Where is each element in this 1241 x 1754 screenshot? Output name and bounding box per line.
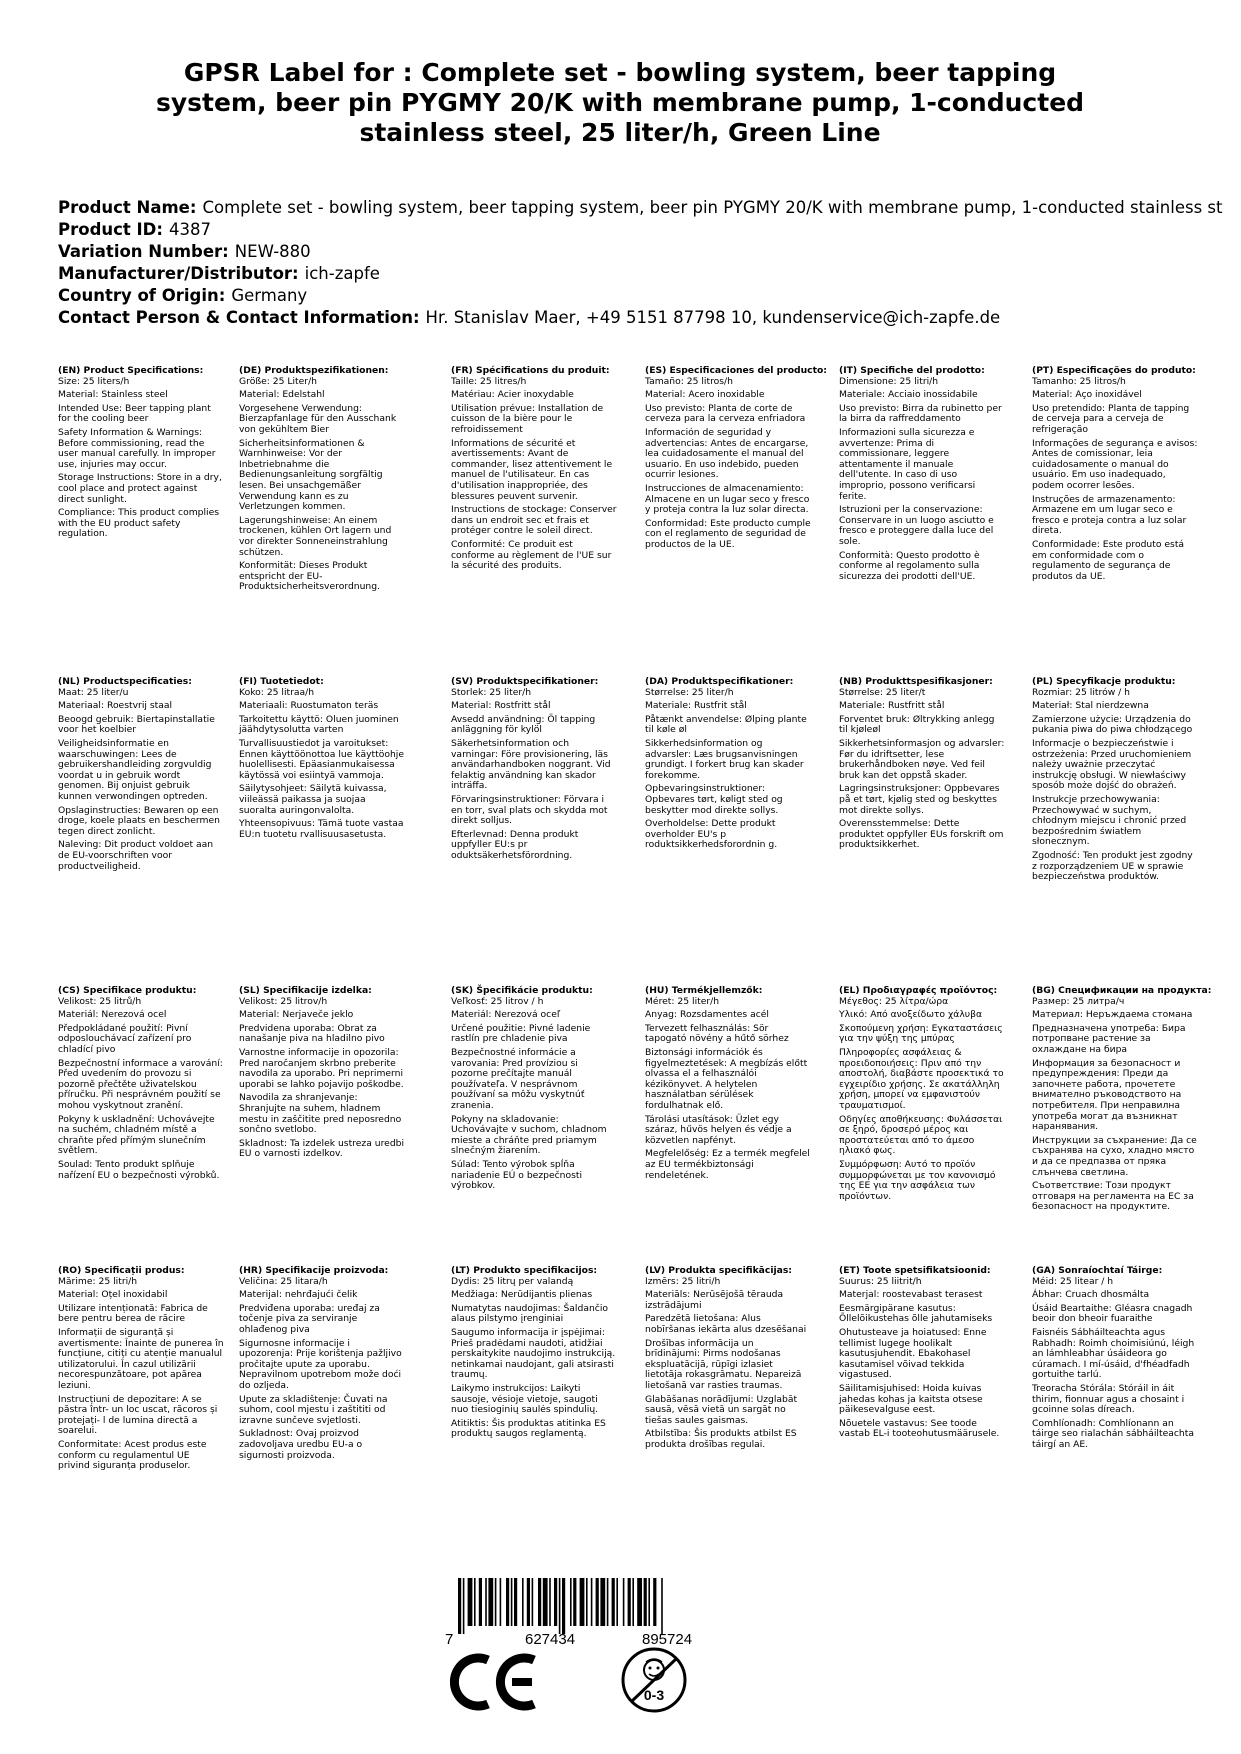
- spec-field: Informații de siguranță și avertismente: Înainte de punerea în funcțiune, citiți cu atenție manualul utilizatorului. În cazul utilizării necorespunzătoare, pot apărea leziuni.: [58, 1326, 224, 1391]
- spec-field: Информация за безопасност и предупреждения: Преди да започнете работа, прочетете внимателно ръководството на потребителя. При неправилна употреба могат да възникнат наранявания.: [1032, 1057, 1182, 1133]
- barcode-bar: [644, 1578, 647, 1626]
- spec-field: Tervezett felhasználás: Sör tapogató növény a hűtő sörhez: [645, 1022, 789, 1045]
- spec-field: Overholdelse: Dette produkt overholder EU's p roduktsikkerhedsforordnin g.: [645, 818, 778, 851]
- spec-field: Eesmärgipärane kasutus: Õllelõikustehas õlle jahutamiseks: [839, 1302, 993, 1325]
- spec-field: Drošības informācija un brīdinājumi: Pirms nodošanas ekspluatācijā, rūpīgi izlasiet lietotāja rokasgrāmatu. Nepareizā lietošanā var rasties traumas.: [645, 1337, 802, 1391]
- page-title: [110, 58, 1130, 148]
- spec-field: Faisnéis Sábháilteachta agus Rabhadh: Roimh choimisiúnú, léigh an lámhleabhar úsáideora go cúramach. I mí-úsáid, d'fhéadfadh gortuithe tarlú.: [1032, 1326, 1195, 1381]
- spec-field: Určené použitie: Pivné ladenie rastlín pre chladenie piva: [451, 1022, 591, 1045]
- barcode-bar: [596, 1578, 599, 1626]
- barcode-bar: [591, 1578, 593, 1626]
- spec-field: Tárolási utasítások: Üzlet egy száraz, hűvös helyen és védje a közvetlen napfényt.: [645, 1113, 792, 1146]
- spec-field: Konformität: Dieses Produkt entspricht der EU-Produktsicherheitsverordnung.: [239, 560, 381, 593]
- barcode-bar: [468, 1578, 473, 1626]
- barcode-bar: [586, 1578, 588, 1626]
- spec-heading: (EL) Προδιαγραφές προϊόντος:: [839, 985, 998, 996]
- barcode-bar: [495, 1578, 497, 1626]
- spec-field: Méid: 25 litear / h: [1032, 1275, 1114, 1287]
- spec-field: Materiaal: Roestvrij staal: [58, 700, 173, 712]
- spec-field: Numatytas naudojimas: Šaldančio alaus pilstymo įrenginiai: [451, 1302, 608, 1325]
- spec-field: Súlad: Tento výrobok spĺňa nariadenie EÚ o bezpečnosti výrobkov.: [451, 1158, 583, 1192]
- spec-field: Soulad: Tento produkt splňuje nařízení EU o bezpečnosti výrobků.: [58, 1158, 220, 1181]
- barcode-bar: [562, 1578, 565, 1634]
- spec-heading: (PL) Specyfikacje produktu:: [1032, 676, 1176, 687]
- spec-field: Размер: 25 литра/ч: [1032, 995, 1125, 1007]
- meta-label: Manufacturer/Distributor:: [58, 264, 299, 283]
- spec-field: Treoracha Stórála: Stóráil in áit thirim, fionnuar agus a chosaint i gcoinne solas díreach.: [1032, 1382, 1185, 1416]
- barcode-bar: [479, 1578, 482, 1626]
- meta-value: Hr. Stanislav Maer, +49 5151 87798 10, kundenservice@ich-zapfe.de: [425, 308, 1001, 327]
- spec-field: Dydis: 25 litrų per valandą: [451, 1275, 574, 1287]
- spec-field: Συμμόρφωση: Αυτό το προϊόν συμμορφώνεται με τον κανονισμό της ΕΕ για την ασφάλεια των προϊόντων.: [839, 1158, 996, 1202]
- spec-field: Navodila za shranjevanje: Shranjujte na suhem, hladnem mestu in zaščitite pred neposredno sončno svetlobo.: [239, 1092, 402, 1136]
- spec-heading: (CS) Specifikace produktu:: [58, 985, 197, 996]
- spec-field: Upute za skladištenje: Čuvati na suhom, cool mjestu i zaštititi od izravne sunčeve svjetlosti.: [239, 1393, 388, 1426]
- barcode-bar: [637, 1578, 642, 1626]
- spec-field: Medžiaga: Nerūdijantis plienas: [451, 1289, 593, 1301]
- spec-block: [451, 986, 617, 1195]
- spec-field: Instruções de armazenamento: Armazene em um lugar seco e fresco e proteja contra a luz solar direta.: [1032, 493, 1187, 537]
- spec-field: Ábhar: Cruach dhosmálta: [1032, 1289, 1150, 1301]
- barcode-bar: [570, 1578, 572, 1626]
- title-line: system, beer pin PYGMY 20/K with membrane pump, 1-conducted: [155, 88, 1085, 117]
- spec-field: Nõuetele vastavus: See toode vastab EL-i tooteohutusmäärusele.: [839, 1417, 1000, 1440]
- spec-field: Material: Nerjaveče jeklo: [239, 1009, 354, 1021]
- spec-field: Veľkosť: 25 litrov / h: [451, 995, 544, 1007]
- spec-heading: (SV) Produktspecifikationer:: [451, 676, 599, 687]
- spec-heading: (SK) Špecifikácie produktu:: [451, 985, 593, 996]
- spec-field: Información de seguridad y advertencias: Antes de encargarse, lea cuidadosamente el manual del usuario. En uso indebido, pueden ocurrir lesiones.: [645, 426, 809, 481]
- spec-field: Lagerungshinweise: An einem trockenen, kühlen Ort lagern und vor direkter Sonneneinstrahlung schützen.: [239, 514, 392, 558]
- barcode-bar: [474, 1578, 476, 1626]
- barcode-digits: 7: [445, 1631, 454, 1648]
- spec-field: Uso previsto: Birra da rubinetto per la birra da raffreddamento: [839, 402, 1002, 425]
- spec-field: Velikost: 25 litrov/h: [239, 995, 328, 1007]
- spec-field: Инструкции за съхранение: Да се съхранява на сухо, хладно място и да се предпазва от пряка слънчева светлина.: [1032, 1134, 1197, 1178]
- spec-field: Größe: 25 Liter/h: [239, 375, 318, 387]
- barcode-bar: [538, 1578, 541, 1626]
- spec-field: Tamaño: 25 litros/h: [645, 375, 733, 387]
- spec-heading: (FR) Spécifications du produit:: [451, 365, 610, 376]
- spec-block: [645, 1266, 811, 1454]
- barcode-bar: [514, 1578, 517, 1626]
- spec-field: Tamanho: 25 litros/h: [1032, 375, 1126, 387]
- spec-heading: (IT) Specifiche del prodotto:: [839, 365, 985, 376]
- spec-field: Materjal: roostevabast terasest: [839, 1289, 983, 1301]
- spec-heading: (HR) Specifikacije proizvoda:: [239, 1265, 389, 1276]
- barcode-bar: [616, 1578, 618, 1626]
- spec-field: Πληροφορίες ασφάλειας & προειδοποιήσεις: Πριν από την αποστολή, διαβάστε προσεκτικά το εγχειρίδιο χρήσης. Σε ακατάλληλη χρήση, μπορεί να εμφανιστούν τραυματισμοί.: [839, 1046, 1004, 1111]
- meta-label: Product ID:: [58, 220, 163, 239]
- spec-field: Saugumo informacija ir įspėjimai: Prieš pradėdami naudoti, atidžiai perskaitykite naudojimo instrukciją. netinkamai naudojant, gali atsirasti traumų.: [451, 1326, 616, 1381]
- ean-barcode: [440, 1576, 740, 1648]
- spec-field: Overensstemmelse: Dette produktet oppfyller EUs forskrift om produktsikkerhet.: [839, 818, 1004, 851]
- age-0-3-warning-icon: [620, 1646, 688, 1718]
- spec-field: Opbevaringsinstruktioner: Opbevares tørt, køligt sted og beskytter mod direkte sollys.: [645, 783, 783, 816]
- spec-field: Lagringsinstruksjoner: Oppbevares på et tørt, kjølig sted og beskyttes mot direkte sollys.: [839, 783, 1000, 816]
- spec-field: Izmērs: 25 litri/h: [645, 1275, 721, 1287]
- spec-field: Efterlevnad: Denna produkt uppfyller EU:s pr oduktsäkerhetsförordning.: [451, 828, 579, 861]
- spec-field: Предназначена употреба: Бира потропване растение за охлаждане на бира: [1032, 1022, 1186, 1055]
- spec-heading: (BG) Спецификации на продукта:: [1032, 985, 1212, 996]
- spec-field: Varnostne informacije in opozorila: Pred naročanjem skrbno preberite navodila za uporabo. Pri neprimerni uporabi se lahko pojavijo poškodbe.: [239, 1046, 404, 1090]
- spec-block: [239, 986, 405, 1163]
- spec-field: Materiale: Rustfritt stål: [839, 700, 945, 712]
- barcode-bar: [543, 1578, 548, 1626]
- spec-field: Taille: 25 litres/h: [451, 375, 527, 387]
- barcode-bar: [612, 1578, 615, 1626]
- spec-block: [451, 677, 617, 865]
- spec-field: Instrucciones de almacenamiento: Almacene en un lugar seco y fresco y proteja contra la luz solar directa.: [645, 482, 810, 516]
- spec-field: Atbilstība: Šis produkts atbilst ES produkta drošības regulai.: [645, 1428, 797, 1450]
- spec-block: [839, 986, 1005, 1205]
- spec-field: Säilitamisjuhised: Hoida kuivas jahedas kohas ja kaitsta otsese päikesevalguse eest.: [839, 1382, 983, 1416]
- spec-block: [58, 1266, 224, 1475]
- spec-field: Pokyny k uskladnění: Uchovávejte na suchém, chladném místě a chraňte před přímým slunečním světlem.: [58, 1113, 215, 1157]
- barcode-bar: [511, 1578, 513, 1626]
- spec-block: [839, 366, 1005, 585]
- spec-heading: (ES) Especificaciones del producto:: [645, 365, 827, 376]
- ce-mark-icon: [450, 1652, 538, 1716]
- barcode-bar: [527, 1578, 530, 1626]
- spec-field: Υλικό: Από ανοξείδωτο χάλυβα: [839, 1009, 982, 1021]
- meta-label: Contact Person & Contact Information:: [58, 308, 420, 327]
- spec-field: Avsedd användning: Öl tapping anläggning för kylöl: [451, 713, 596, 736]
- barcode-bar: [522, 1578, 524, 1626]
- spec-field: Materijal: nehrđajući čelik: [239, 1289, 358, 1301]
- spec-heading: (HU) Termékjellemzők:: [645, 985, 763, 996]
- spec-field: Informazioni sulla sicurezza e avvertenze: Prima di commissionare, leggere attentamente il manuale dell'utente. In caso di uso improprio, possono verificarsi ferite.: [839, 426, 976, 502]
- spec-field: Forventet bruk: Øltrykking anlegg til kjøleøl: [839, 713, 995, 736]
- spec-heading: (FI) Tuotetiedot:: [239, 676, 324, 687]
- spec-field: Anyag: Rozsdamentes acél: [645, 1009, 769, 1021]
- spec-field: Suurus: 25 liitrit/h: [839, 1275, 922, 1287]
- spec-field: Conformidade: Este produto está em conformidade com o regulamento de segurança de produtos da UE.: [1032, 538, 1185, 582]
- product-meta: [58, 197, 1238, 329]
- meta-label: Country of Origin:: [58, 286, 226, 305]
- meta-row: [58, 307, 1238, 329]
- barcode-bar: [458, 1578, 461, 1634]
- spec-field: Biztonsági információk és figyelmeztetések: A megbízás előtt olvassa el a felhasználói kézikönyvet. A helytelen használatban sérülések fordulhatnak elő.: [645, 1046, 808, 1111]
- spec-field: Σκοπούμενη χρήση: Εγκαταστάσεις για την ψύξη της μπύρας: [839, 1022, 1003, 1045]
- spec-field: Predvidena uporaba: Obrat za nanašanje piva na hladilno pivo: [239, 1022, 385, 1045]
- barcode-bar: [554, 1578, 557, 1626]
- spec-field: Conformité: Ce produit est conforme au règlement de l'UE sur la sécurité des produits.: [451, 538, 612, 572]
- spec-field: Comhlíonadh: Comhlíonann an táirge seo rialachán sábháilteachta táirgí an AE.: [1032, 1417, 1194, 1450]
- spec-block: [451, 1266, 617, 1443]
- spec-block: [645, 365, 827, 554]
- spec-field: Skladnost: Ta izdelek ustreza uredbi EU o varnosti izdelkov.: [239, 1137, 405, 1160]
- spec-field: Bezpečnostní informace a varování: Před uvedením do provozu si pozorně přečtěte uživatelskou příručku. Při nesprávném použití se mohou vyskytnout zranění.: [58, 1057, 223, 1111]
- meta-row: [58, 263, 1238, 285]
- spec-field: Compliance: This product complies with the EU product safety regulation.: [58, 507, 220, 540]
- spec-heading: (DA) Produktspecifikationer:: [645, 676, 794, 687]
- spec-field: Materiāls: Nerūsējošā tērauda izstrādājumi: [645, 1289, 784, 1311]
- spec-heading: (SL) Specifikacije izdelka:: [239, 985, 372, 996]
- spec-field: Uso previsto: Planta de corte de cerveza para la cerveza enfriadora: [645, 402, 806, 425]
- spec-field: Materiál: Nerezová oceľ: [451, 1009, 561, 1021]
- spec-field: Størrelse: 25 liter/h: [645, 686, 734, 698]
- spec-field: Sicherheitsinformationen & Warnhinweise: Vor der Inbetriebnahme die Bedienungsanleitung sorgfältig lesen. Bei unsachgemäßer Verwendung kann es zu Verletzungen kommen.: [239, 437, 383, 513]
- spec-field: Mărime: 25 litri/h: [58, 1275, 138, 1287]
- spec-field: Tarkoitettu käyttö: Oluen juominen jäähdytysolutta varten: [239, 713, 399, 736]
- spec-heading: (ET) Toote spetsifikatsioonid:: [839, 1265, 991, 1276]
- spec-field: Matériau: Acier inoxydable: [451, 389, 574, 401]
- meta-value: Germany: [231, 286, 308, 305]
- meta-label: Product Name:: [58, 198, 197, 217]
- spec-field: Turvallisuustiedot ja varoitukset: Ennen käyttöönottoa lue käyttöohje huolellisesti. Epäasianmukaisessa käytössä voi esiintyä vammoja.: [239, 737, 404, 781]
- spec-heading: (EN) Product Specifications:: [58, 365, 204, 376]
- barcode-bar: [648, 1578, 650, 1626]
- spec-field: Veličina: 25 litara/h: [239, 1275, 328, 1287]
- spec-field: Instrukcje przechowywania: Przechowywać w suchym, chłodnym miejscu i chronić przed bezpośrednim światłem słonecznym.: [1032, 793, 1187, 848]
- barcode-bar: [607, 1578, 609, 1626]
- spec-field: Materiale: Rustfrit stål: [645, 700, 747, 712]
- spec-field: Predviđena uporaba: uređaj za točenje piva za serviranje ohlađenog piva: [239, 1302, 380, 1335]
- spec-heading: (NL) Productspecificaties:: [58, 676, 192, 687]
- spec-field: Material: Edelstahl: [239, 389, 325, 401]
- spec-field: Conformitate: Acest produs este conform cu regulamentul UE privind siguranța produselor.: [58, 1438, 207, 1472]
- meta-value: Complete set - bowling system, beer tapping system, beer pin PYGMY 20/K with membrane pump, 1-conducted stainless st: [202, 198, 1223, 217]
- spec-field: Påtænkt anvendelse: Ølping plante til køle øl: [645, 713, 807, 736]
- spec-block: [1032, 677, 1198, 886]
- meta-row: [58, 197, 1238, 219]
- spec-field: Rozmiar: 25 litrów / h: [1032, 686, 1130, 698]
- spec-field: Materiaali: Ruostumaton teräs: [239, 700, 379, 712]
- barcode-bar: [506, 1578, 509, 1626]
- spec-field: Instrucțiuni de depozitare: A se păstra într- un loc uscat, răcoros și protejați- l de lumina directă a soarelui.: [58, 1393, 218, 1437]
- spec-field: Opslaginstructies: Bewaren op een droge, koele plaats en beschermen tegen direct zonlicht.: [58, 804, 220, 837]
- spec-field: Dimensione: 25 litri/h: [839, 375, 939, 387]
- meta-value: NEW-880: [234, 242, 311, 261]
- spec-field: Materiał: Stal nierdzewna: [1032, 700, 1149, 712]
- spec-field: Paredzētā lietošana: Alus nobīršanas iekārta alus dzesēšanai: [645, 1313, 807, 1335]
- barcode-bar: [488, 1578, 493, 1626]
- barcode-bar: [600, 1578, 605, 1626]
- spec-heading: (LT) Produkto specifikacijos:: [451, 1265, 598, 1276]
- spec-block: [1032, 985, 1212, 1216]
- spec-field: Úsáid Beartaithe: Gléasra cnagadh beoir don bheoir fuaraithe: [1032, 1302, 1193, 1325]
- spec-field: Zamierzone użycie: Urządzenia do pukania piwa do piwa chłodzącego: [1032, 713, 1193, 736]
- spec-field: Pokyny na skladovanie: Uchovávajte v suchom, chladnom mieste a chráňte pred priamym slnečným žiarením.: [451, 1113, 607, 1157]
- spec-field: Atitiktis: Šis produktas atitinka ES produktų saugos reglamentą.: [451, 1417, 606, 1440]
- spec-field: Съответствие: Този продукт отговаря на регламента на ЕС за безопасност на продуктите.: [1032, 1180, 1194, 1213]
- spec-field: Ohutusteave ja hoiatused: Enne tellimist lugege hoolikalt kasutusjuhendit. Ebakohasel kasutamisel võivad tekkida vigastused.: [839, 1326, 987, 1381]
- barcode-bar: [661, 1578, 663, 1634]
- spec-field: Koko: 25 litraa/h: [239, 686, 315, 698]
- spec-field: Material: Acero inoxidable: [645, 389, 765, 401]
- spec-field: Safety Information & Warnings: Before commissioning, read the user manual carefully. In improper use, injuries may occur.: [58, 426, 216, 470]
- spec-field: Material: Oțel inoxidabil: [58, 1289, 168, 1301]
- spec-block: [58, 986, 224, 1184]
- spec-field: Veiligheidsinformatie en waarschuwingen: Lees de gebruikershandleiding zorgvuldig voordat u in gebruik wordt genomen. Bij onjuist gebruik kunnen verwondingen optreden.: [58, 737, 212, 802]
- spec-field: Vorgesehene Verwendung: Bierzapfanlage für den Ausschank von gekühltem Bier: [239, 402, 397, 435]
- spec-field: Säilytysohjeet: Säilytä kuivassa, viileässä paikassa ja suojaa suoralta auringonvalolta.: [239, 783, 387, 816]
- meta-value: 4387: [168, 220, 211, 239]
- spec-field: Conformità: Questo prodotto è conforme al regolamento sulla sicurezza dei prodotti dell'UE.: [839, 549, 980, 582]
- barcode-bar: [632, 1578, 634, 1626]
- spec-block: [645, 986, 811, 1184]
- spec-heading: (NB) Produkttspesifikasjoner:: [839, 676, 993, 687]
- spec-field: Intended Use: Beer tapping plant for the cooling beer: [58, 402, 211, 425]
- barcode-bar: [463, 1578, 465, 1634]
- age-range-label: 0-3: [643, 1687, 665, 1703]
- spec-block: [58, 366, 224, 543]
- spec-field: Megfelelőség: Ez a termék megfelel az EU termékbiztonsági rendeletének.: [645, 1148, 810, 1181]
- spec-field: Yhteensopivuus: Tämä tuote vastaa EU:n tuotetu rvallisuusasetusta.: [239, 818, 404, 840]
- barcode-bar: [559, 1578, 561, 1634]
- spec-block: [1032, 366, 1198, 585]
- spec-block: [58, 677, 224, 875]
- barcode-bar: [485, 1578, 487, 1626]
- spec-field: Sukladnost: Ovaj proizvod zadovoljava uredbu EU-a o sigurnosti proizvoda.: [239, 1428, 363, 1461]
- spec-field: Zgodność: Ten produkt jest zgodny z rozporządzeniem UE w sprawie bezpieczeństwa produktów.: [1032, 849, 1193, 883]
- spec-field: Säkerhetsinformation och varningar: Före provisionering, läs användarhandboken noggrant. Vid felaktig användning kan skador inträffa.: [451, 737, 611, 792]
- spec-field: Материал: Неръждаема стомана: [1032, 1009, 1193, 1021]
- meta-row: [58, 241, 1238, 263]
- spec-field: Storage Instructions: Store in a dry, cool place and protect against direct sunlight.: [58, 472, 222, 505]
- spec-field: Informations de sécurité et avertissements: Avant de commander, lisez attentivement le manuel de l'utilisateur. En cas d'utilisation inappropriée, des blessures peuvent survenir.: [451, 437, 613, 502]
- spec-field: Μέγεθος: 25 λίτρα/ώρα: [839, 995, 949, 1007]
- spec-field: Förvaringsinstruktioner: Förvara i en torr, sval plats och skydda mot direkt solljus.: [451, 793, 608, 827]
- barcode-bar: [532, 1578, 534, 1626]
- title-line: stainless steel, 25 liter/h, Green Line: [359, 118, 881, 147]
- spec-block: [839, 677, 1005, 854]
- barcode-icon: [440, 1576, 740, 1648]
- spec-block: [239, 366, 405, 596]
- barcode-bar: [500, 1578, 502, 1626]
- spec-field: Utilisation prévue: Installation de cuisson de la bière pour le refroidissement: [451, 402, 604, 435]
- meta-value: ich-zapfe: [304, 264, 380, 283]
- spec-field: Material: Stainless steel: [58, 389, 168, 401]
- meta-label: Variation Number:: [58, 242, 229, 261]
- spec-heading: (PT) Especificações do produto:: [1032, 365, 1196, 376]
- title-line: GPSR Label for : Complete set - bowling system, beer tapping: [183, 58, 1057, 87]
- spec-field: Conformidad: Este producto cumple con el reglamento de seguridad de productos de la UE.: [645, 517, 811, 550]
- spec-field: Naleving: Dit product voldoet aan de EU-voorschriften voor productveiligheid.: [58, 839, 214, 872]
- spec-block: [1032, 1266, 1198, 1454]
- spec-field: Material: Rostfritt stål: [451, 700, 551, 712]
- spec-field: Informações de segurança e avisos: Antes de comissionar, leia cuidadosamente o manual do usuário. Em uso inadequado, podem ocorrer lesões.: [1032, 437, 1198, 491]
- barcode-bar: [623, 1578, 625, 1626]
- spec-field: Laikymo instrukcijos: Laikyti sausoje, vėsioje vietoje, saugoti nuo tiesioginių saulės spindulių.: [451, 1382, 599, 1416]
- spec-field: Bezpečnostné informácie a varovania: Pred províziou si pozorne prečítajte manuál používateľa. V nesprávnom používaní sa môžu vyskytnúť zranenia.: [451, 1046, 585, 1111]
- spec-field: Předpokládané použití: Pivní odposlouchávací zařízení pro chladící pivo: [58, 1022, 192, 1055]
- spec-field: Istruzioni per la conservazione: Conservare in un luogo asciutto e fresco e proteggere dalla luce del sole.: [839, 504, 994, 547]
- barcode-bar: [549, 1578, 551, 1626]
- spec-field: Beoogd gebruik: Biertapinstallatie voor het koelbier: [58, 713, 215, 736]
- spec-field: Maat: 25 liter/u: [58, 686, 129, 698]
- spec-field: Instructions de stockage: Conserver dans un endroit sec et frais et protéger contre le soleil direct.: [451, 504, 617, 537]
- spec-block: [239, 677, 405, 843]
- spec-heading: (RO) Specificații produs:: [58, 1265, 185, 1276]
- barcode-bar: [580, 1578, 585, 1626]
- spec-block: [451, 366, 617, 575]
- barcode-digits: 895724: [642, 1631, 693, 1648]
- spec-field: Velikost: 25 litrů/h: [58, 995, 142, 1007]
- spec-block: [239, 1266, 405, 1464]
- spec-field: Materiale: Acciaio inossidabile: [839, 389, 978, 401]
- spec-field: Storlek: 25 liter/h: [451, 686, 532, 698]
- spec-field: Utilizare intenționată: Fabrica de bere pentru berea de răcire: [58, 1302, 208, 1325]
- barcode-bar: [573, 1578, 576, 1626]
- spec-heading: (GA) Sonraíochtaí Táirge:: [1032, 1265, 1163, 1276]
- barcode-bar: [653, 1578, 656, 1626]
- spec-field: Uso pretendido: Planta de tapping de cerveja para a cerveja de refrigeração: [1032, 402, 1190, 435]
- spec-block: [645, 677, 811, 854]
- spec-heading: (LV) Produkta specifikācijas:: [645, 1265, 792, 1276]
- spec-field: Størrelse: 25 liter/t: [839, 686, 926, 698]
- spec-field: Glabāšanas norādījumi: Uzglabāt sausā, vēsā vietā un sargāt no tiešas saules gaismas.: [645, 1393, 798, 1426]
- barcode-bar: [628, 1578, 631, 1626]
- spec-field: Material: Aço inoxidável: [1032, 389, 1142, 401]
- spec-field: Οδηγίες αποθήκευσης: Φυλάσσεται σε ξηρό, δροσερό μέρος και προστατεύεται από το άμεσο ηλιακό φως.: [839, 1113, 1003, 1157]
- meta-row: [58, 219, 1238, 241]
- spec-field: Informacje o bezpieczeństwie i ostrzeżenia: Przed uruchomieniem należy uważnie przeczytać instrukcję obsługi. W niewłaściwy sposób może dojść do obrażeń.: [1032, 737, 1192, 792]
- spec-field: Size: 25 liters/h: [58, 375, 130, 387]
- spec-heading: (DE) Produktspezifikationen:: [239, 365, 389, 376]
- spec-block: [839, 1266, 1005, 1443]
- spec-field: Sikkerhedsinformation og advarsler: Læs brugsanvisningen grundigt. I forkert brug kan skader forekomme.: [645, 737, 804, 781]
- spec-field: Sikkerhetsinformasjon og advarsler: Før du idriftsetter, lese brukerhåndboken nøye. Ved feil bruk kan det oppstå skader.: [839, 737, 1005, 781]
- spec-field: Méret: 25 liter/h: [645, 995, 720, 1007]
- spec-field: Materiál: Nerezová ocel: [58, 1009, 167, 1021]
- spec-field: Sigurnosne informacije i upozorenja: Prije korištenja pažljivo pročitajte upute za uporabu. Nepravilnom upotrebom može doći do ozljeda.: [239, 1337, 402, 1391]
- barcode-digits: 627434: [525, 1631, 576, 1648]
- meta-row: [58, 285, 1238, 307]
